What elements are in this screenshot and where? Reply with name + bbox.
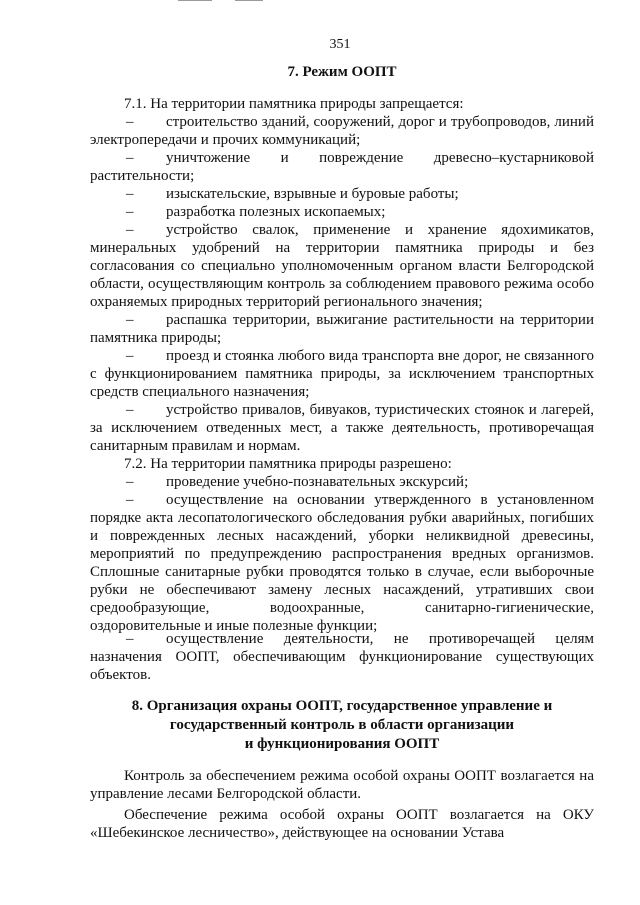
paragraph-8-1: Контроль за обеспечением режима особой охраны ООПТ возлагается на управление лесами Белгородской области. — [90, 768, 594, 802]
paragraph-7-2: 7.2. На территории памятника природы разрешено: — [124, 456, 452, 472]
dash-marker: – — [126, 474, 134, 490]
dash-marker: – — [126, 402, 134, 418]
section-8-title-line: государственный контроль в области организации — [169, 717, 515, 733]
dash-marker: – — [126, 631, 134, 647]
section-7-title: 7. Режим ООПТ — [287, 64, 397, 80]
scan-artifact — [178, 0, 212, 1]
scan-artifact — [235, 0, 263, 1]
list-item: – распашка территории, выжигание растительности на территории памятника природы; — [90, 312, 594, 346]
list-item: – осуществление деятельности, не противоречащей целям назначения ООПТ, обеспечивающим функционирование существующих объектов. — [90, 631, 594, 683]
list-item: – строительство зданий, сооружений, дорог и трубопроводов, линий электропередачи и прочих коммуникаций; — [90, 114, 594, 148]
section-8-title-line: 8. Организация охраны ООПТ, государственное управление и — [131, 698, 553, 714]
list-item: – устройство свалок, применение и хранение ядохимикатов, минеральных удобрений на территории памятника природы и без согласования со специально уполномоченным органом власти Белгородской области, осуществляющим контроль за соблюдением правового режима особо охраняемых природных территорий регионального значения; — [90, 222, 594, 310]
dash-marker: – — [126, 222, 134, 238]
dash-marker: – — [126, 186, 134, 202]
paragraph-8-2: Обеспечение режима особой охраны ООПТ возлагается на ОКУ «Шебекинское лесничество», действующее на основании Устава — [90, 807, 594, 841]
list-item: – осуществление на основании утвержденного в установленном порядке акта лесопатологического обследования рубки аварийных, погибших и поврежденных лесных насаждений, уборки неликвидной древесины, мероприятий по предупреждению распространения вредных организмов. Сплошные санитарные рубки проводятся только в случае, если выборочные рубки не обеспечивают замену лесных насаждений, утративших свои средообразующие, водоохранные, санитарно-гигиенические, оздоровительные и иные полезные функции; — [90, 492, 594, 634]
page-number: 351 — [329, 37, 351, 52]
section-8-title-line: и функционирования ООПТ — [244, 736, 440, 752]
dash-marker: – — [126, 492, 134, 508]
list-item: – проезд и стоянка любого вида транспорта вне дорог, не связанного с функционированием памятника природы, за исключением транспортных средств специального назначения; — [90, 348, 594, 400]
list-item: – проведение учебно-познавательных экскурсий; — [90, 473, 594, 491]
dash-marker: – — [126, 150, 134, 166]
list-item: – устройство привалов, бивуаков, туристических стоянок и лагерей, за исключением отведенных мест, а также деятельность, противоречащая санитарным правилам и нормам. — [90, 402, 594, 454]
dash-marker: – — [126, 312, 134, 328]
dash-marker: – — [126, 204, 134, 220]
dash-marker: – — [126, 114, 134, 130]
list-item: – уничтожение и повреждение древесно–кустарниковой растительности; — [90, 150, 594, 184]
dash-marker: – — [126, 348, 134, 364]
list-item: – изыскательские, взрывные и буровые работы; — [90, 185, 594, 203]
paragraph-7-1: 7.1. На территории памятника природы запрещается: — [124, 96, 464, 112]
list-item: – разработка полезных ископаемых; — [90, 203, 594, 221]
